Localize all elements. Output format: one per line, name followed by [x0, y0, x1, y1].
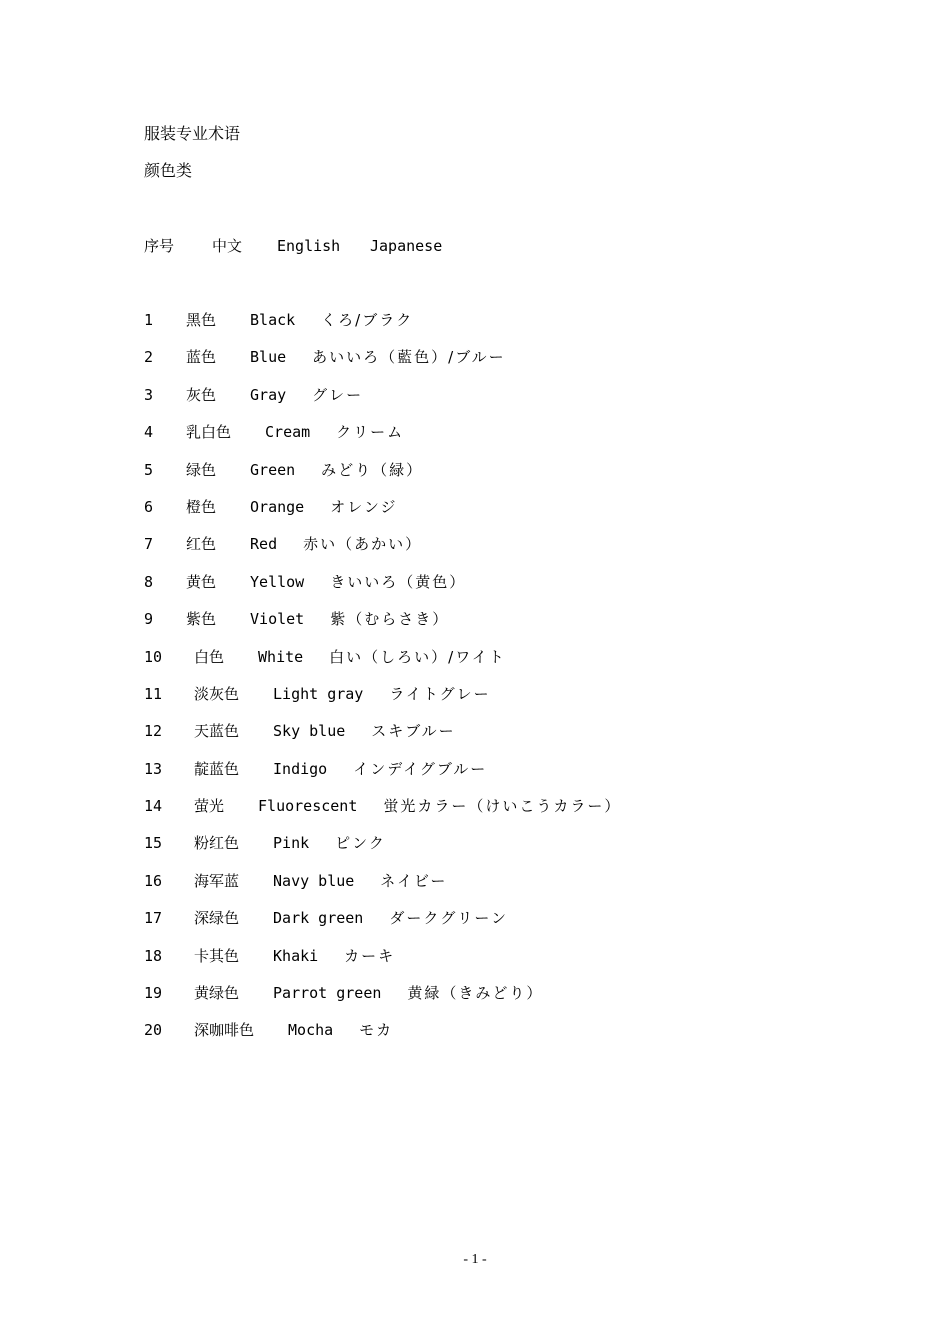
list-item: [144, 946, 844, 983]
list-item: [144, 721, 844, 758]
term-english: Orange: [250, 497, 305, 516]
term-japanese: 蛍光カラー（けいこうカラー）: [383, 797, 622, 816]
term-chinese: 卡其色: [194, 946, 240, 965]
term-chinese: 橙色: [186, 497, 217, 516]
list-item: [144, 796, 844, 833]
term-number: 18: [144, 946, 163, 965]
header-chinese: 中文: [212, 237, 243, 255]
term-english: Violet: [250, 610, 305, 629]
term-japanese: モカ: [359, 1021, 394, 1040]
term-japanese: 白い（しろい）/ワイト: [329, 647, 506, 666]
term-chinese: 黄色: [186, 572, 217, 591]
term-number: 7: [144, 535, 154, 554]
term-japanese: ネイビー: [380, 871, 448, 890]
term-number: 9: [144, 610, 154, 629]
term-number: 20: [144, 1021, 163, 1040]
term-japanese: ピンク: [335, 834, 386, 853]
term-english: Mocha: [288, 1021, 334, 1040]
term-number: 6: [144, 497, 154, 516]
term-japanese: カーキ: [344, 946, 396, 965]
term-chinese: 白色: [194, 647, 225, 666]
term-chinese: 淡灰色: [194, 684, 240, 703]
list-item: [144, 310, 844, 347]
term-chinese: 萤光: [194, 797, 225, 816]
term-number: 2: [144, 348, 154, 367]
term-number: 5: [144, 460, 154, 479]
term-english: Dark green: [273, 909, 364, 928]
term-number: 11: [144, 684, 163, 703]
section-title: 颜色类: [144, 161, 193, 180]
list-item: [144, 684, 844, 721]
term-japanese: くろ/ブラク: [321, 311, 414, 329]
list-item: [144, 759, 844, 796]
term-english: Red: [250, 535, 278, 554]
term-japanese: あいいろ（藍色）/ブルー: [312, 348, 506, 367]
term-english: Navy blue: [273, 871, 355, 890]
term-english: Gray: [250, 385, 287, 404]
term-number: 14: [144, 797, 163, 816]
term-japanese: グレー: [312, 385, 364, 404]
term-japanese: ライトグレー: [389, 684, 491, 703]
list-item: [144, 572, 844, 609]
list-item: [144, 460, 844, 497]
term-japanese: 紫（むらさき）: [330, 610, 450, 629]
term-english: Green: [250, 460, 296, 479]
term-number: 15: [144, 834, 163, 853]
term-chinese: 黑色: [186, 311, 217, 329]
term-number: 17: [144, 909, 163, 928]
term-number: 16: [144, 871, 163, 890]
list-item: [144, 422, 844, 459]
list-item: [144, 871, 844, 908]
term-number: 3: [144, 385, 154, 404]
term-english: Khaki: [273, 946, 319, 965]
term-number: 19: [144, 984, 163, 1003]
term-chinese: 天蓝色: [194, 722, 240, 741]
term-english: Parrot green: [273, 984, 382, 1003]
term-english: Sky blue: [273, 722, 346, 741]
color-term-list: [144, 310, 844, 1058]
term-japanese: 赤い（あかい）: [303, 535, 423, 554]
term-number: 10: [144, 647, 163, 666]
term-chinese: 绿色: [186, 460, 217, 479]
term-chinese: 红色: [186, 535, 217, 554]
term-chinese: 海军蓝: [194, 871, 240, 890]
header-no: 序号: [144, 237, 175, 255]
term-chinese: 蓝色: [186, 348, 217, 367]
header-japanese: Japanese: [370, 237, 443, 255]
term-japanese: きいいろ（黄色）: [330, 572, 467, 591]
term-english: Black: [250, 311, 296, 329]
list-item: [144, 647, 844, 684]
term-chinese: 深绿色: [194, 909, 240, 928]
term-chinese: 黄绿色: [194, 984, 240, 1003]
list-item: [144, 983, 844, 1020]
term-number: 13: [144, 759, 163, 778]
term-chinese: 乳白色: [186, 423, 232, 442]
page-title: 服装专业术语: [144, 124, 241, 143]
list-item: [144, 534, 844, 571]
term-japanese: 黄緑（きみどり）: [407, 984, 544, 1003]
page-number: - 1 -: [463, 1252, 487, 1267]
term-japanese: クリーム: [336, 423, 405, 442]
list-item: [144, 497, 844, 534]
term-japanese: ダークグリーン: [389, 909, 509, 928]
term-number: 8: [144, 572, 154, 591]
term-chinese: 灰色: [186, 385, 217, 404]
term-english: Fluorescent: [258, 797, 358, 816]
header-english: English: [277, 237, 341, 255]
list-item: [144, 609, 844, 646]
term-chinese: 靛蓝色: [194, 759, 240, 778]
term-english: Blue: [250, 348, 287, 367]
term-english: Pink: [273, 834, 310, 853]
list-item: [144, 385, 844, 422]
list-item: [144, 347, 844, 384]
term-japanese: インデイグブルー: [353, 759, 488, 778]
term-english: Cream: [265, 423, 311, 442]
list-item: [144, 1020, 844, 1057]
term-english: Indigo: [273, 759, 328, 778]
term-japanese: オレンジ: [330, 497, 398, 516]
term-chinese: 紫色: [186, 610, 217, 629]
term-japanese: みどり（緑）: [321, 460, 424, 479]
term-japanese: スキブルー: [371, 722, 456, 741]
term-chinese: 粉红色: [194, 834, 240, 853]
term-number: 12: [144, 722, 163, 741]
term-english: Light gray: [273, 684, 364, 703]
term-number: 4: [144, 423, 154, 442]
term-english: Yellow: [250, 572, 305, 591]
term-number: 1: [144, 311, 154, 329]
list-item: [144, 833, 844, 870]
term-english: White: [258, 647, 304, 666]
list-item: [144, 908, 844, 945]
term-chinese: 深咖啡色: [194, 1021, 255, 1040]
